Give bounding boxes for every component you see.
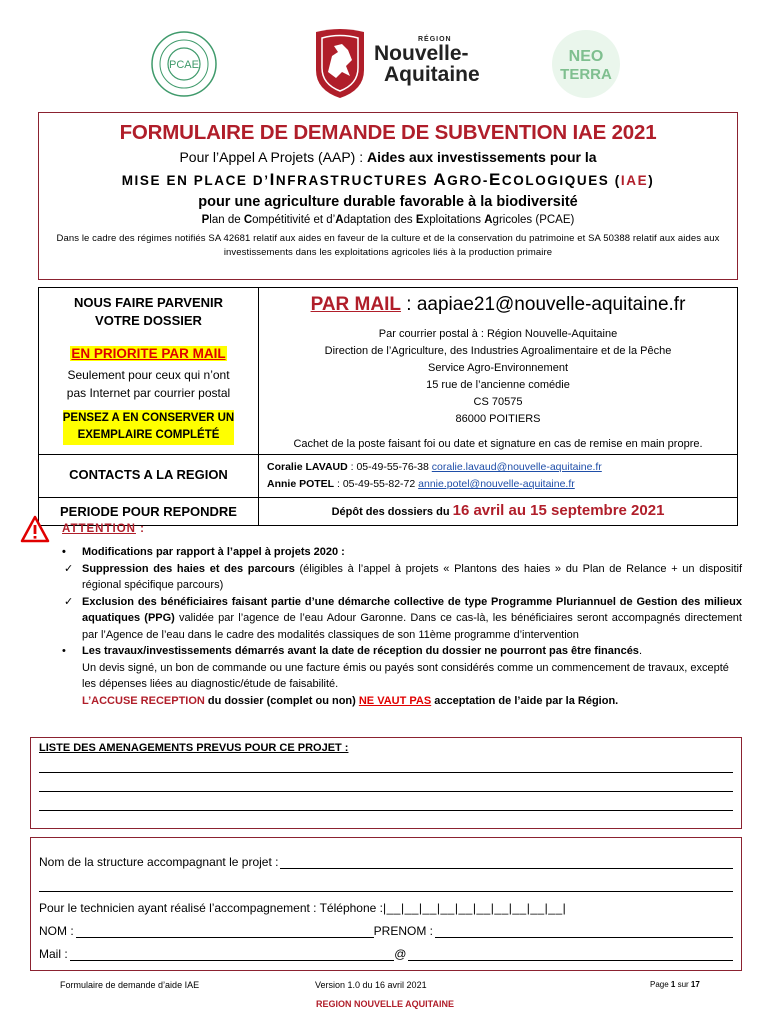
warning-icon: [20, 515, 50, 543]
attention-list: [62, 544, 742, 709]
contact-row-1: [267, 459, 729, 476]
contact2-name: Annie POTEL: [267, 478, 335, 491]
send-title-line1: NOUS FAIRE PARVENIR: [73, 295, 224, 310]
ne-vaut-pas: NE VAUT PAS: [358, 694, 432, 707]
iae-part-gro: GRO-: [447, 173, 489, 188]
region-shield-icon: [312, 26, 368, 100]
keep-copy-line1: PENSEZ A EN CONSERVER UN: [62, 412, 235, 425]
neoterra-line1: NEO: [568, 48, 604, 65]
structure-box: [30, 837, 742, 971]
pcae-logo-text: PCAE: [169, 59, 199, 71]
na-name-line2: Aquitaine: [384, 63, 480, 86]
aap-subtitle: [49, 149, 727, 165]
page-sep: sur: [675, 980, 691, 989]
iae-letter-a: A: [433, 170, 448, 189]
attention-title: ATTENTION: [62, 523, 136, 535]
structure-name-row: [39, 846, 733, 869]
footer-region: REGION NOUVELLE AQUITAINE: [315, 999, 454, 1009]
postal-note-line2: pas Internet par courrier postal: [66, 386, 231, 401]
postmark-note: Cachet de la poste faisant foi ou date et signature en cas de remise en main propre.: [293, 438, 703, 451]
check1-bold: Suppression des haies et des parcours: [82, 562, 295, 575]
bullet2-end: acceptation de l’aide par la Région.: [431, 694, 619, 707]
nom-label: NOM :: [39, 924, 74, 938]
list-item: [62, 561, 742, 594]
prenom-field[interactable]: [435, 924, 733, 938]
pcae-p: P: [201, 214, 210, 226]
submission-info-table: [38, 287, 738, 526]
send-title-line2: VOTRE DOSSIER: [95, 312, 202, 328]
phone-field[interactable]: |__|__|__|__|__|__|__|__|__|__|: [383, 901, 567, 915]
check2-rest: validée par l’agence de l’eau Adour Garonne. Dans ce cas-là, les bénéficiaires seront accompagnés directement par l’Agence de l’eau dans le cadre des modalités classiques de son 11ème programme d’intervention: [82, 612, 742, 641]
postal-note-line1: Seulement pour ceux qui n’ont: [67, 368, 230, 383]
mail-separator: :: [400, 294, 417, 315]
postal-line4: 15 rue de l’ancienne comédie: [426, 379, 570, 392]
na-name-line1: Nouvelle-: [374, 42, 469, 65]
period-label: PERIODE POUR REPONDRE: [39, 497, 259, 525]
postal-line6: 86000 POITIERS: [455, 413, 541, 426]
iae-part-colo: COLOGIQUES (: [501, 173, 621, 188]
mail-postal-cell: [259, 288, 738, 455]
iae-part-end: ): [648, 173, 655, 188]
check-icon: ✓: [64, 562, 74, 575]
aap-prefix: Pour l’Appel A Projets (AAP) :: [179, 149, 367, 165]
regimes-note: Dans le cadre des régimes notifiés SA 42681 relatif aux aides en faveur de la culture et de la conservation du patrimoine et SA 50388 relatif aux aides aux investissements dans les exploitations agricoles liés à la production primaire: [56, 233, 720, 258]
postal-address: [267, 326, 729, 428]
amenagements-title: LISTE DES AMENAGEMENTS PREVUS POUR CE PROJET :: [39, 742, 349, 754]
structure-name-field[interactable]: [280, 855, 733, 869]
amenagements-line-2[interactable]: [39, 773, 733, 792]
mail-label: Mail :: [39, 947, 68, 961]
iae-part-mise: MISE EN PLACE D’: [121, 173, 270, 188]
postal-line3: Service Agro-Environnement: [427, 362, 568, 375]
contact-row-2: [267, 476, 729, 493]
check-icon: ✓: [64, 595, 74, 608]
pcae-t3: daptation des: [343, 214, 416, 226]
pcae-t2: ompétitivité et d’: [252, 214, 336, 226]
send-dossier-cell: [39, 288, 259, 455]
check2-bold: Exclusion des bénéficiaires faisant partie d’une démarche collective de type Programme Pluriannuel de Gestion des milieux aquatiques (PPG): [82, 595, 742, 624]
check1-rest: (éligibles à l’appel à projets « Plantons des haies » du Plan de Relance + un dispositif régional spécifique parcours): [82, 562, 742, 591]
iae-letter-i: I: [269, 170, 276, 189]
mail-address-link[interactable]: aapiae21@nouvelle-aquitaine.fr: [416, 294, 686, 315]
accuse-reception: L’ACCUSE RECEPTION: [82, 694, 205, 707]
bullet2-line2: Un devis signé, un bon de commande ou une facture émis ou payés sont considérés comme un commencement de travaux, excepté les dépenses liées au diagnostic/étude de faisabilité.: [82, 661, 729, 690]
postal-line1: Par courrier postal à : Région Nouvelle-Aquitaine: [378, 328, 618, 340]
page-num: 1: [670, 980, 676, 989]
mail-domain-field[interactable]: [408, 947, 733, 961]
biodiversity-subtitle: pour une agriculture durable favorable à la biodiversité: [198, 194, 578, 210]
contact2-phone: : 05-49-55-82-72: [334, 478, 419, 491]
mail-row: [39, 938, 733, 961]
pcae-t1: lan de: [209, 214, 244, 226]
pcae-ag: A: [484, 214, 493, 226]
header-box: [38, 112, 738, 280]
keep-copy-line2: EXEMPLAIRE COMPLÉTÉ: [77, 429, 220, 442]
pcae-c: C: [243, 214, 253, 226]
pcae-a: A: [335, 214, 344, 226]
period-prefix: Dépôt des dossiers du: [331, 505, 453, 518]
iae-subtitle: [49, 170, 727, 190]
contacts-cell: [259, 455, 738, 498]
neoterra-logo: [550, 28, 622, 100]
list-item: • Modifications par rapport à l’appel à projets 2020 :: [62, 544, 742, 561]
technician-phone-label: Pour le technicien ayant réalisé l’accompagnement : Téléphone :: [39, 901, 383, 915]
period-dates: 16 avril au 15 septembre 2021: [452, 501, 665, 519]
send-dossier-title: [43, 294, 254, 329]
amenagements-line-1[interactable]: [39, 754, 733, 773]
bullet2-bold: Les travaux/investissements démarrés avant la date de réception du dossier ne pourront pas être financés: [82, 645, 639, 657]
list-item: [62, 594, 742, 644]
contacts-label: CONTACTS A LA REGION: [39, 455, 259, 498]
name-row: [39, 915, 733, 938]
par-mail-label: PAR MAIL: [310, 294, 401, 315]
mail-line: [267, 294, 729, 316]
amenagements-line-3[interactable]: [39, 792, 733, 811]
attention-colon: :: [135, 523, 145, 535]
priority-mail-badge: EN PRIORITE PAR MAIL: [71, 346, 226, 362]
structure-name-row-2: [39, 869, 733, 892]
postal-line2: Direction de l’Agriculture, des Industries Agroalimentaire et de la Pêche: [324, 345, 672, 358]
amenagements-box: [30, 737, 742, 829]
page-total: 17: [690, 980, 700, 989]
contact2-email-link[interactable]: annie.potel@nouvelle-aquitaine.fr: [418, 478, 575, 491]
pcae-logo: [150, 30, 218, 98]
na-region-label: RÉGION: [418, 36, 452, 43]
nouvelle-aquitaine-logo: [312, 26, 482, 100]
footer-page-number: [650, 980, 700, 989]
page-title: FORMULAIRE DE DEMANDE DE SUBVENTION IAE 2021: [119, 121, 657, 144]
structure-name-field-2[interactable]: [39, 878, 733, 892]
nom-field[interactable]: [76, 924, 374, 938]
postal-only-note: [43, 366, 254, 402]
contact1-phone: : 05-49-55-76-38: [347, 461, 432, 474]
aap-bold: Aides aux investissements pour la: [367, 149, 597, 165]
page-prefix: Page: [650, 980, 671, 989]
mail-at: @: [394, 947, 407, 961]
logo-bar: [0, 24, 770, 104]
neoterra-line2: TERRA: [560, 66, 612, 83]
bullet2-mid: du dossier (complet ou non): [204, 694, 359, 707]
contact1-name: Coralie LAVAUD: [267, 461, 348, 474]
contact1-email-link[interactable]: coralie.lavaud@nouvelle-aquitaine.fr: [431, 461, 602, 474]
footer-form-name: Formulaire de demande d’aide IAE: [60, 980, 200, 990]
prenom-label: PRENOM :: [373, 924, 434, 938]
pcae-subtitle: [49, 214, 727, 226]
pcae-t5: gricoles (PCAE): [492, 214, 575, 226]
iae-letter-e: E: [488, 170, 502, 189]
iae-acronym: IAE: [620, 173, 649, 188]
pcae-t4: xploitations: [423, 214, 485, 226]
postal-line5: CS 70575: [473, 396, 523, 409]
period-cell: [259, 497, 738, 525]
mail-user-field[interactable]: [70, 947, 395, 961]
bullet2-dot: .: [638, 645, 642, 657]
technician-phone-row: [39, 892, 733, 915]
structure-name-label: Nom de la structure accompagnant le projet :: [39, 855, 279, 869]
footer-version: Version 1.0 du 16 avril 2021: [315, 980, 427, 990]
keep-copy-note: [63, 410, 234, 445]
list-item: [62, 643, 742, 709]
iae-part-nfra: NFRASTRUCTURES: [275, 173, 434, 188]
attention-heading: [62, 523, 145, 535]
bullet2-line3: [82, 693, 742, 710]
pcae-e: E: [415, 214, 424, 226]
